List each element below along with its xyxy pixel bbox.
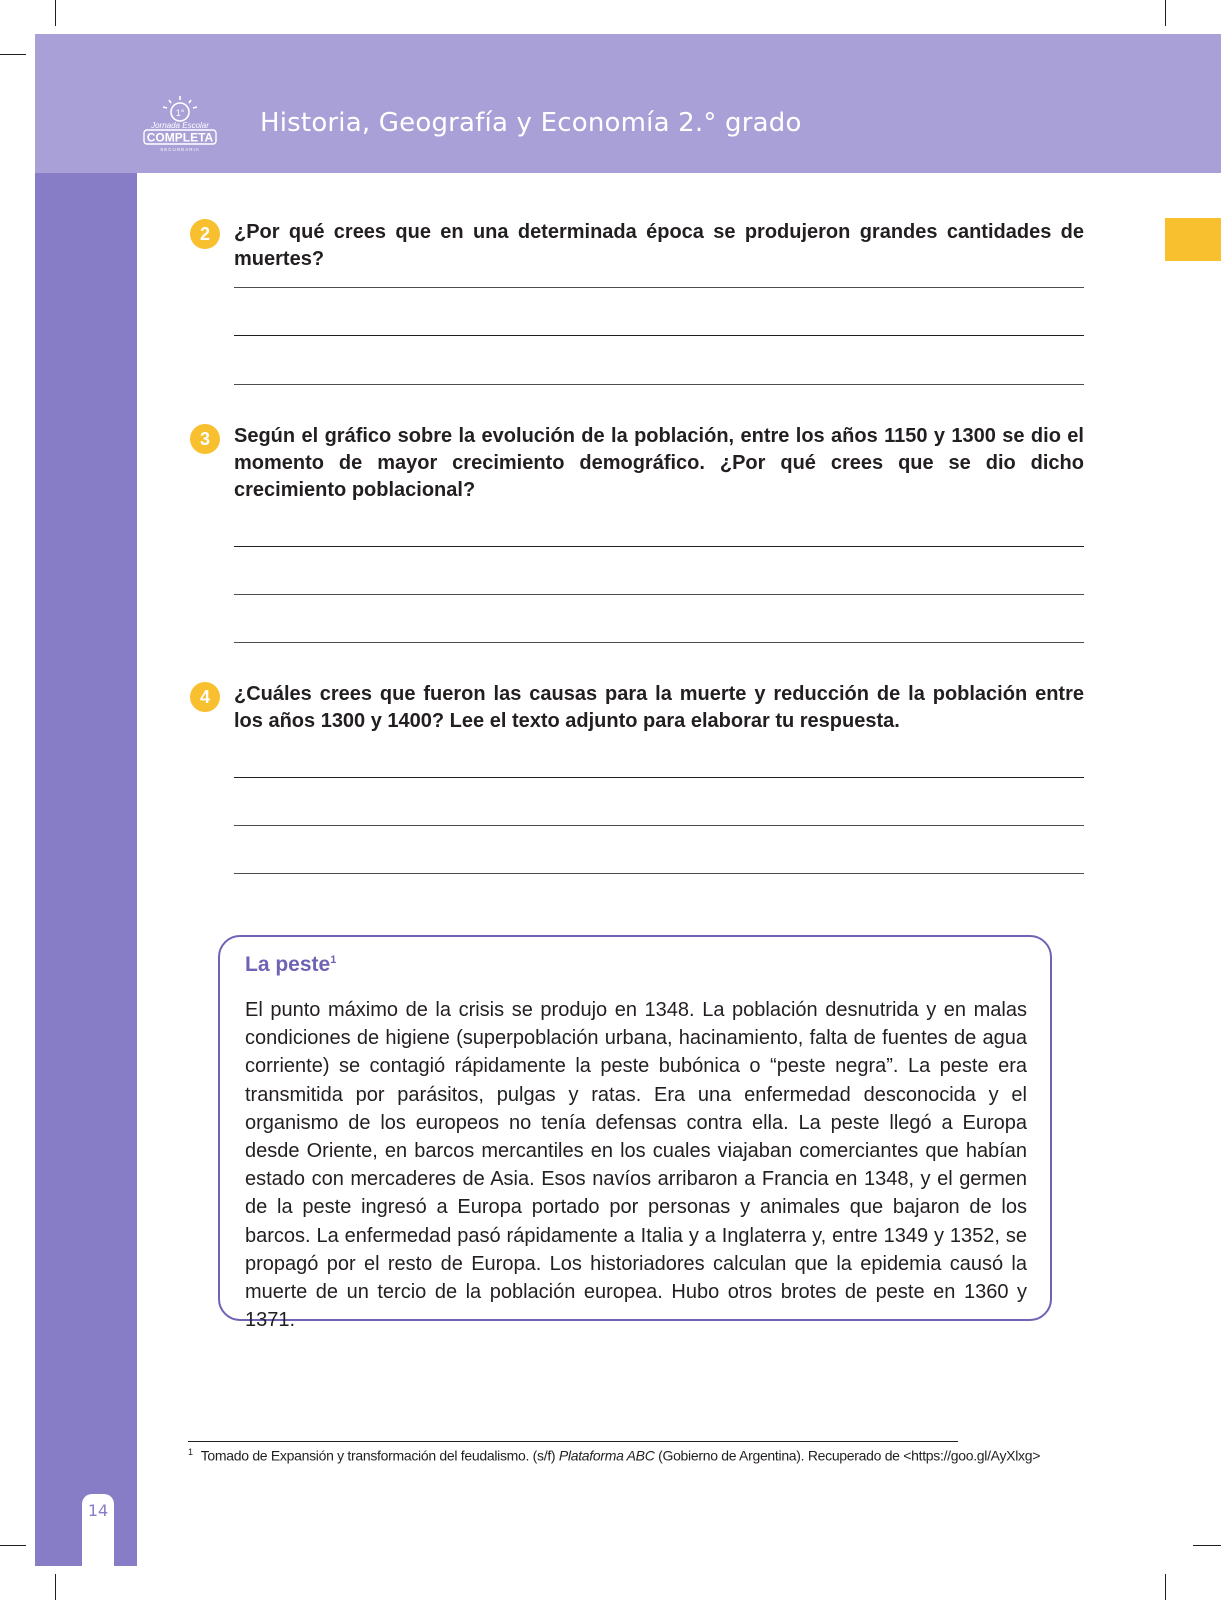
question-number-badge: 4 — [190, 682, 220, 712]
answer-line[interactable] — [234, 287, 1084, 288]
footnote-text-end: (Gobierno de Argentina). Recuperado de <https://goo.gl/AyXlxg> — [654, 1447, 1041, 1464]
crop-mark — [55, 0, 56, 26]
answer-line[interactable] — [234, 825, 1084, 826]
answer-line[interactable] — [234, 384, 1084, 385]
footnote-marker: 1 — [188, 1447, 193, 1457]
reading-title-text: La peste — [245, 953, 331, 976]
question-2-text: ¿Por qué crees que en una determinada época se produjeron grandes cantidades de muertes? — [234, 221, 1084, 270]
crop-mark — [55, 1574, 56, 1600]
question-3-text: Según el gráfico sobre la evolución de la población, entre los años 1150 y 1300 se dio el momento de mayor crecimiento demográfico. ¿Por qué crees que se dio dicho crecimiento poblacional? — [234, 425, 1084, 501]
page-header-title: Historia, Geografía y Economía 2.° grado — [260, 108, 802, 138]
svg-text:1°: 1° — [175, 108, 185, 118]
answer-line[interactable] — [234, 642, 1084, 643]
footnote — [188, 1447, 1040, 1464]
answer-line[interactable] — [234, 594, 1084, 595]
reading-title — [245, 953, 336, 977]
crop-mark — [0, 54, 26, 55]
page-number: 14 — [87, 1501, 109, 1520]
crop-mark — [1193, 1545, 1221, 1546]
crop-mark — [1165, 0, 1166, 26]
logo-text-jornada: Jornada Escolar — [151, 121, 209, 130]
answer-line[interactable] — [234, 873, 1084, 874]
question-number-badge: 3 — [190, 424, 220, 454]
footnote-source: Plataforma ABC — [558, 1447, 655, 1464]
crop-mark — [1165, 1574, 1166, 1600]
answer-line[interactable] — [234, 546, 1084, 547]
crop-mark — [0, 1545, 26, 1546]
jornada-escolar-completa-logo — [140, 94, 220, 156]
answer-line[interactable] — [234, 777, 1084, 778]
answer-line[interactable] — [234, 335, 1084, 336]
reading-title-footnote-ref: 1 — [330, 954, 337, 966]
logo-text-secundaria: SECUNDARIA — [160, 147, 200, 152]
left-sidebar-band — [35, 173, 137, 1566]
question-4-text: ¿Cuáles crees que fueron las causas para la muerte y reducción de la población entre los años 1300 y 1400? Lee el texto adjunto para elaborar tu respuesta. — [234, 683, 1084, 732]
logo-text-completa: COMPLETA — [146, 130, 214, 145]
reading-body: El punto máximo de la crisis se produjo en 1348. La población desnutrida y en malas condiciones de higiene (superpoblación urbana, hacinamiento, falta de fuentes de agua corriente) se contagió rápidamente la peste bubónica o “peste negra”. La peste era transmitida por parásitos, pulgas y ratas. Era una enfermedad desconocida y el organismo de los europeos no tenía defensas contra ella. La peste llegó a Europa desde Oriente, en barcos mercantiles en los cuales viajaban comerciantes que habían estado con mercaderes de Asia. Esos navíos arribaron a Francia en 1348, y el germen de la peste ingresó a Europa portado por personas y animales que bajaron de los barcos. La enfermedad pasó rápidamente a Italia y a Inglaterra y, entre 1349 y 1352, se propagó por el resto de Europa. Los historiadores calculan que la epidemia causó la muerte de un tercio de la población europea. Hubo otros brotes de peste en 1360 y 1371. — [245, 999, 1027, 1332]
section-tab-marker — [1165, 218, 1221, 261]
question-number-badge: 2 — [190, 219, 220, 249]
footnote-rule — [188, 1441, 958, 1442]
footnote-text: Tomado de Expansión y transformación del feudalismo. (s/f) — [200, 1447, 559, 1464]
